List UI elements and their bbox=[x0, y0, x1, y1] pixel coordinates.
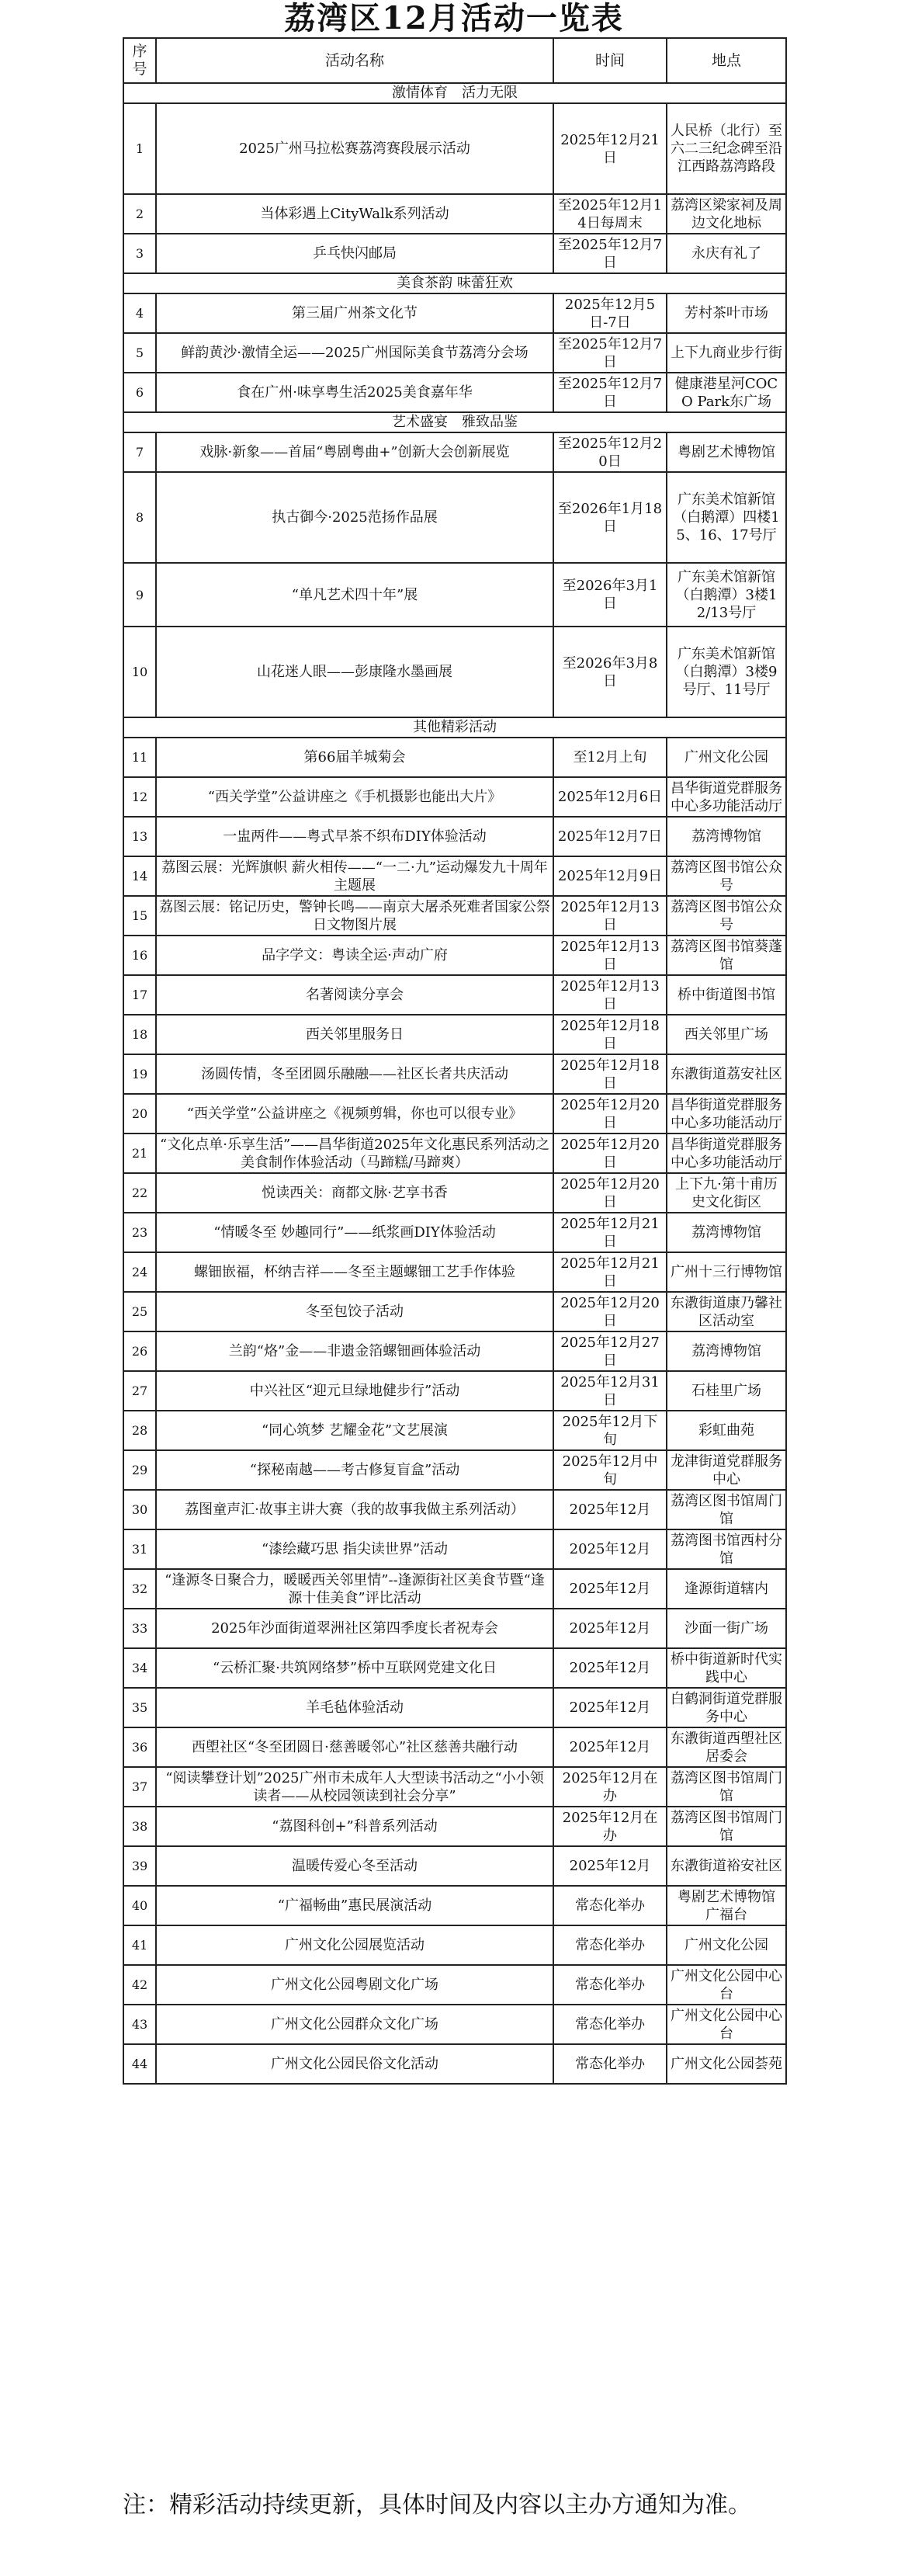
cell-place: 逢源街道辖内 bbox=[667, 1569, 786, 1609]
cell-place: 芳村茶叶市场 bbox=[667, 293, 786, 333]
cell-no: 35 bbox=[123, 1688, 156, 1727]
cell-no: 7 bbox=[123, 432, 156, 472]
cell-time: 2025年12月20日 bbox=[553, 1292, 667, 1331]
table-row bbox=[123, 1173, 786, 1213]
cell-time: 至2026年3月8日 bbox=[553, 627, 667, 717]
cell-place: 健康港星河COCO Park东广场 bbox=[667, 373, 786, 412]
cell-time: 至2025年12月7日 bbox=[553, 333, 667, 373]
table-row bbox=[123, 936, 786, 975]
cell-place: 东漖街道荔安社区 bbox=[667, 1054, 786, 1094]
cell-time: 2025年12月18日 bbox=[553, 1054, 667, 1094]
section-label: 激情体育 活力无限 bbox=[123, 83, 786, 103]
header-no: 序号 bbox=[123, 38, 156, 83]
cell-place: 昌华街道党群服务中心多功能活动厅 bbox=[667, 1134, 786, 1173]
section-header-row bbox=[123, 717, 786, 738]
table-row bbox=[123, 1015, 786, 1054]
table-row bbox=[123, 1807, 786, 1846]
cell-no: 31 bbox=[123, 1529, 156, 1569]
cell-time: 2025年12月中旬 bbox=[553, 1450, 667, 1490]
cell-name: 2025年沙面街道翠洲社区第四季度长者祝寿会 bbox=[156, 1609, 553, 1648]
cell-place: 广东美术馆新馆（白鹅潭）3楼9号厅、11号厅 bbox=[667, 627, 786, 717]
cell-no: 34 bbox=[123, 1648, 156, 1688]
table-row bbox=[123, 777, 786, 817]
cell-no: 19 bbox=[123, 1054, 156, 1094]
section-label: 其他精彩活动 bbox=[123, 717, 786, 738]
cell-no: 4 bbox=[123, 293, 156, 333]
cell-no: 15 bbox=[123, 896, 156, 936]
table-row bbox=[123, 194, 786, 234]
cell-time: 2025年12月5日-7日 bbox=[553, 293, 667, 333]
table-row bbox=[123, 293, 786, 333]
cell-name: 温暖传爱心冬至活动 bbox=[156, 1846, 553, 1886]
header-place: 地点 bbox=[667, 38, 786, 83]
cell-time: 2025年12月 bbox=[553, 1569, 667, 1609]
cell-place: 石桂里广场 bbox=[667, 1371, 786, 1411]
cell-place: 荔湾区图书馆周门馆 bbox=[667, 1767, 786, 1807]
cell-place: 昌华街道党群服务中心多功能活动厅 bbox=[667, 1094, 786, 1134]
cell-time: 2025年12月 bbox=[553, 1490, 667, 1529]
table-row bbox=[123, 856, 786, 896]
cell-time: 2025年12月下旬 bbox=[553, 1411, 667, 1450]
table-row bbox=[123, 1054, 786, 1094]
cell-no: 24 bbox=[123, 1252, 156, 1292]
cell-place: 彩虹曲苑 bbox=[667, 1411, 786, 1450]
cell-time: 常态化举办 bbox=[553, 2005, 667, 2044]
cell-place: 广州文化公园中心台 bbox=[667, 2005, 786, 2044]
cell-place: 荔湾图书馆西村分馆 bbox=[667, 1529, 786, 1569]
cell-name: “文化点单·乐享生活”——昌华街道2025年文化惠民系列活动之美食制作体验活动（马蹄糕/马蹄爽） bbox=[156, 1134, 553, 1173]
cell-time: 2025年12月7日 bbox=[553, 817, 667, 856]
cell-time: 2025年12月27日 bbox=[553, 1331, 667, 1371]
cell-no: 21 bbox=[123, 1134, 156, 1173]
cell-time: 至2025年12月7日 bbox=[553, 234, 667, 273]
cell-name: 西塱社区“冬至团圆日·慈善暖邻心”社区慈善共融行动 bbox=[156, 1727, 553, 1767]
cell-no: 40 bbox=[123, 1886, 156, 1925]
cell-no: 9 bbox=[123, 563, 156, 627]
cell-name: “荔图科创+”科普系列活动 bbox=[156, 1807, 553, 1846]
cell-place: 白鹤洞街道党群服务中心 bbox=[667, 1688, 786, 1727]
cell-name: 广州文化公园民俗文化活动 bbox=[156, 2044, 553, 2084]
cell-time: 至2026年3月1日 bbox=[553, 563, 667, 627]
cell-no: 16 bbox=[123, 936, 156, 975]
table-row bbox=[123, 1925, 786, 1965]
cell-no: 10 bbox=[123, 627, 156, 717]
cell-place: 荔湾区梁家祠及周边文化地标 bbox=[667, 194, 786, 234]
cell-no: 14 bbox=[123, 856, 156, 896]
cell-name: 汤圆传情，冬至团圆乐融融——社区长者共庆活动 bbox=[156, 1054, 553, 1094]
cell-no: 2 bbox=[123, 194, 156, 234]
cell-place: 广州文化公园 bbox=[667, 1925, 786, 1965]
cell-no: 41 bbox=[123, 1925, 156, 1965]
cell-no: 3 bbox=[123, 234, 156, 273]
table-row bbox=[123, 1846, 786, 1886]
cell-place: 荔湾博物馆 bbox=[667, 1331, 786, 1371]
cell-no: 20 bbox=[123, 1094, 156, 1134]
cell-name: “云桥汇聚·共筑网络梦”桥中互联网党建文化日 bbox=[156, 1648, 553, 1688]
cell-time: 2025年12月 bbox=[553, 1648, 667, 1688]
cell-place: 荔湾区图书馆公众号 bbox=[667, 856, 786, 896]
cell-place: 荔湾博物馆 bbox=[667, 1213, 786, 1252]
cell-time: 2025年12月18日 bbox=[553, 1015, 667, 1054]
cell-no: 28 bbox=[123, 1411, 156, 1450]
cell-place: 广州文化公园荟苑 bbox=[667, 2044, 786, 2084]
cell-no: 23 bbox=[123, 1213, 156, 1252]
table-row bbox=[123, 1727, 786, 1767]
cell-name: 荔图云展：铭记历史，警钟长鸣——南京大屠杀死难者国家公祭日文物图片展 bbox=[156, 896, 553, 936]
cell-no: 27 bbox=[123, 1371, 156, 1411]
cell-time: 至2026年1月18日 bbox=[553, 472, 667, 563]
section-header-row bbox=[123, 273, 786, 293]
cell-time: 2025年12月 bbox=[553, 1609, 667, 1648]
cell-name: “漆绘藏巧思 指尖读世界”活动 bbox=[156, 1529, 553, 1569]
cell-place: 广州文化公园中心台 bbox=[667, 1965, 786, 2005]
table-header-row bbox=[123, 38, 786, 83]
cell-no: 38 bbox=[123, 1807, 156, 1846]
table-row bbox=[123, 373, 786, 412]
cell-time: 2025年12月13日 bbox=[553, 936, 667, 975]
cell-time: 2025年12月9日 bbox=[553, 856, 667, 896]
cell-place: 广州十三行博物馆 bbox=[667, 1252, 786, 1292]
cell-name: 鲜韵黄沙·激情全运——2025广州国际美食节荔湾分会场 bbox=[156, 333, 553, 373]
table-row bbox=[123, 1767, 786, 1807]
cell-name: 冬至包饺子活动 bbox=[156, 1292, 553, 1331]
table-row bbox=[123, 1490, 786, 1529]
cell-place: 荔湾区图书馆公众号 bbox=[667, 896, 786, 936]
table-row bbox=[123, 1569, 786, 1609]
cell-time: 2025年12月6日 bbox=[553, 777, 667, 817]
cell-place: 桥中街道图书馆 bbox=[667, 975, 786, 1015]
cell-name: 品字学文：粤读全运·声动广府 bbox=[156, 936, 553, 975]
cell-time: 常态化举办 bbox=[553, 1925, 667, 1965]
cell-no: 22 bbox=[123, 1173, 156, 1213]
table-row bbox=[123, 1965, 786, 2005]
cell-no: 8 bbox=[123, 472, 156, 563]
cell-no: 25 bbox=[123, 1292, 156, 1331]
table-row bbox=[123, 2044, 786, 2084]
cell-time: 2025年12月在办 bbox=[553, 1807, 667, 1846]
activity-table bbox=[123, 37, 787, 2085]
cell-place: 西关邻里广场 bbox=[667, 1015, 786, 1054]
cell-name: 螺钿嵌福，杯纳吉祥——冬至主题螺钿工艺手作体验 bbox=[156, 1252, 553, 1292]
table-row bbox=[123, 627, 786, 717]
cell-place: 沙面一街广场 bbox=[667, 1609, 786, 1648]
cell-time: 2025年12月 bbox=[553, 1529, 667, 1569]
cell-name: 食在广州·味享粤生活2025美食嘉年华 bbox=[156, 373, 553, 412]
cell-place: 广东美术馆新馆（白鹅潭）3楼12/13号厅 bbox=[667, 563, 786, 627]
cell-place: 东漖街道西塱社区居委会 bbox=[667, 1727, 786, 1767]
table-row bbox=[123, 1886, 786, 1925]
cell-name: 中兴社区“迎元旦绿地健步行”活动 bbox=[156, 1371, 553, 1411]
cell-place: 荔湾区图书馆周门馆 bbox=[667, 1807, 786, 1846]
cell-place: 龙津街道党群服务中心 bbox=[667, 1450, 786, 1490]
table-row bbox=[123, 1529, 786, 1569]
cell-name: 广州文化公园粤剧文化广场 bbox=[156, 1965, 553, 2005]
cell-time: 2025年12月20日 bbox=[553, 1134, 667, 1173]
cell-time: 常态化举办 bbox=[553, 1886, 667, 1925]
cell-no: 26 bbox=[123, 1331, 156, 1371]
cell-time: 2025年12月 bbox=[553, 1727, 667, 1767]
cell-name: 2025广州马拉松赛荔湾赛段展示活动 bbox=[156, 103, 553, 194]
cell-time: 2025年12月21日 bbox=[553, 1213, 667, 1252]
cell-time: 至2025年12月14日每周末 bbox=[553, 194, 667, 234]
cell-time: 2025年12月在办 bbox=[553, 1767, 667, 1807]
cell-name: “西关学堂”公益讲座之《视频剪辑，你也可以很专业》 bbox=[156, 1094, 553, 1134]
cell-no: 33 bbox=[123, 1609, 156, 1648]
cell-name: 荔图云展：光辉旗帜 薪火相传——“一二·九”运动爆发九十周年主题展 bbox=[156, 856, 553, 896]
cell-time: 2025年12月21日 bbox=[553, 1252, 667, 1292]
cell-time: 2025年12月 bbox=[553, 1688, 667, 1727]
table-row bbox=[123, 103, 786, 194]
cell-no: 32 bbox=[123, 1569, 156, 1609]
table-row bbox=[123, 1331, 786, 1371]
cell-place: 桥中街道新时代实践中心 bbox=[667, 1648, 786, 1688]
table-row bbox=[123, 896, 786, 936]
cell-name: 名著阅读分享会 bbox=[156, 975, 553, 1015]
cell-time: 至2025年12月20日 bbox=[553, 432, 667, 472]
table-row bbox=[123, 234, 786, 273]
cell-no: 36 bbox=[123, 1727, 156, 1767]
cell-name: 荔图童声汇·故事主讲大赛（我的故事我做主系列活动） bbox=[156, 1490, 553, 1529]
table-row bbox=[123, 1371, 786, 1411]
cell-name: 山花迷人眼——彭康隆水墨画展 bbox=[156, 627, 553, 717]
cell-time: 2025年12月20日 bbox=[553, 1173, 667, 1213]
cell-name: “阅读攀登计划”2025广州市未成年人大型读书活动之“小小领读者——从校园领读到社会分享” bbox=[156, 1767, 553, 1807]
cell-place: 东漖街道康乃馨社区活动室 bbox=[667, 1292, 786, 1331]
cell-name: 执古御今·2025范扬作品展 bbox=[156, 472, 553, 563]
cell-time: 常态化举办 bbox=[553, 2044, 667, 2084]
cell-name: “广福畅曲”惠民展演活动 bbox=[156, 1886, 553, 1925]
cell-no: 6 bbox=[123, 373, 156, 412]
cell-time: 至2025年12月7日 bbox=[553, 373, 667, 412]
cell-time: 2025年12月13日 bbox=[553, 975, 667, 1015]
cell-no: 18 bbox=[123, 1015, 156, 1054]
cell-place: 人民桥（北行）至六二三纪念碑至沿江西路荔湾路段 bbox=[667, 103, 786, 194]
cell-name: “同心筑梦 艺耀金花”文艺展演 bbox=[156, 1411, 553, 1450]
table-row bbox=[123, 472, 786, 563]
cell-name: “西关学堂”公益讲座之《手机摄影也能出大片》 bbox=[156, 777, 553, 817]
cell-name: 戏脉·新象——首届“粤剧粤曲+”创新大会创新展览 bbox=[156, 432, 553, 472]
cell-place: 荔湾区图书馆周门馆 bbox=[667, 1490, 786, 1529]
cell-name: 乒乓快闪邮局 bbox=[156, 234, 553, 273]
cell-name: 羊毛毡体验活动 bbox=[156, 1688, 553, 1727]
cell-no: 42 bbox=[123, 1965, 156, 2005]
header-time: 时间 bbox=[553, 38, 667, 83]
cell-no: 1 bbox=[123, 103, 156, 194]
cell-name: 悦读西关：商都文脉·艺享书香 bbox=[156, 1173, 553, 1213]
cell-time: 常态化举办 bbox=[553, 1965, 667, 2005]
cell-no: 29 bbox=[123, 1450, 156, 1490]
section-label: 艺术盛宴 雅致品鉴 bbox=[123, 412, 786, 432]
table-row bbox=[123, 563, 786, 627]
cell-no: 30 bbox=[123, 1490, 156, 1529]
cell-place: 永庆有礼了 bbox=[667, 234, 786, 273]
cell-time: 至12月上旬 bbox=[553, 738, 667, 777]
cell-name: 一盅两件——粤式早茶不织布DIY体验活动 bbox=[156, 817, 553, 856]
cell-time: 2025年12月20日 bbox=[553, 1094, 667, 1134]
cell-name: “逢源冬日聚合力，暖暖西关邻里情”--逢源街社区美食节暨“逢源十佳美食”评比活动 bbox=[156, 1569, 553, 1609]
cell-no: 37 bbox=[123, 1767, 156, 1807]
cell-place: 东漖街道裕安社区 bbox=[667, 1846, 786, 1886]
cell-place: 粤剧艺术博物馆 广福台 bbox=[667, 1886, 786, 1925]
cell-no: 12 bbox=[123, 777, 156, 817]
page-title: 荔湾区12月活动一览表 bbox=[284, 0, 624, 36]
cell-place: 昌华街道党群服务中心多功能活动厅 bbox=[667, 777, 786, 817]
cell-no: 39 bbox=[123, 1846, 156, 1886]
section-header-row bbox=[123, 412, 786, 432]
cell-place: 荔湾博物馆 bbox=[667, 817, 786, 856]
table-row bbox=[123, 333, 786, 373]
table-row bbox=[123, 1648, 786, 1688]
cell-name: 兰韵“烙”金——非遗金箔螺钿画体验活动 bbox=[156, 1331, 553, 1371]
cell-no: 11 bbox=[123, 738, 156, 777]
table-row bbox=[123, 1213, 786, 1252]
cell-name: 第66届羊城菊会 bbox=[156, 738, 553, 777]
cell-time: 2025年12月 bbox=[553, 1846, 667, 1886]
cell-name: 当体彩遇上CityWalk系列活动 bbox=[156, 194, 553, 234]
cell-no: 5 bbox=[123, 333, 156, 373]
cell-name: “单凡艺术四十年”展 bbox=[156, 563, 553, 627]
table-row bbox=[123, 975, 786, 1015]
cell-no: 43 bbox=[123, 2005, 156, 2044]
cell-place: 广州文化公园 bbox=[667, 738, 786, 777]
table-row bbox=[123, 1450, 786, 1490]
cell-name: “探秘南越——考古修复盲盒”活动 bbox=[156, 1450, 553, 1490]
cell-name: 广州文化公园群众文化广场 bbox=[156, 2005, 553, 2044]
table-row bbox=[123, 1688, 786, 1727]
table-row bbox=[123, 817, 786, 856]
header-name: 活动名称 bbox=[156, 38, 553, 83]
cell-no: 44 bbox=[123, 2044, 156, 2084]
table-row bbox=[123, 1094, 786, 1134]
table-row bbox=[123, 2005, 786, 2044]
table-row bbox=[123, 432, 786, 472]
table-row bbox=[123, 1411, 786, 1450]
table-row bbox=[123, 1134, 786, 1173]
footer-note: 注：精彩活动持续更新，具体时间及内容以主办方通知为准。 bbox=[123, 2491, 751, 2519]
cell-place: 广东美术馆新馆（白鹅潭）四楼15、16、17号厅 bbox=[667, 472, 786, 563]
table-row bbox=[123, 1252, 786, 1292]
section-header-row bbox=[123, 83, 786, 103]
section-label: 美食茶韵 味蕾狂欢 bbox=[123, 273, 786, 293]
cell-time: 2025年12月21日 bbox=[553, 103, 667, 194]
cell-time: 2025年12月13日 bbox=[553, 896, 667, 936]
cell-name: 西关邻里服务日 bbox=[156, 1015, 553, 1054]
cell-place: 上下九·第十甫历史文化街区 bbox=[667, 1173, 786, 1213]
cell-time: 2025年12月31日 bbox=[553, 1371, 667, 1411]
cell-name: 广州文化公园展览活动 bbox=[156, 1925, 553, 1965]
cell-place: 上下九商业步行街 bbox=[667, 333, 786, 373]
table-row bbox=[123, 738, 786, 777]
cell-no: 13 bbox=[123, 817, 156, 856]
table-row bbox=[123, 1609, 786, 1648]
cell-place: 荔湾区图书馆葵蓬馆 bbox=[667, 936, 786, 975]
cell-no: 17 bbox=[123, 975, 156, 1015]
cell-name: “情暖冬至 妙趣同行”——纸浆画DIY体验活动 bbox=[156, 1213, 553, 1252]
cell-place: 粤剧艺术博物馆 bbox=[667, 432, 786, 472]
table-row bbox=[123, 1292, 786, 1331]
cell-name: 第三届广州茶文化节 bbox=[156, 293, 553, 333]
